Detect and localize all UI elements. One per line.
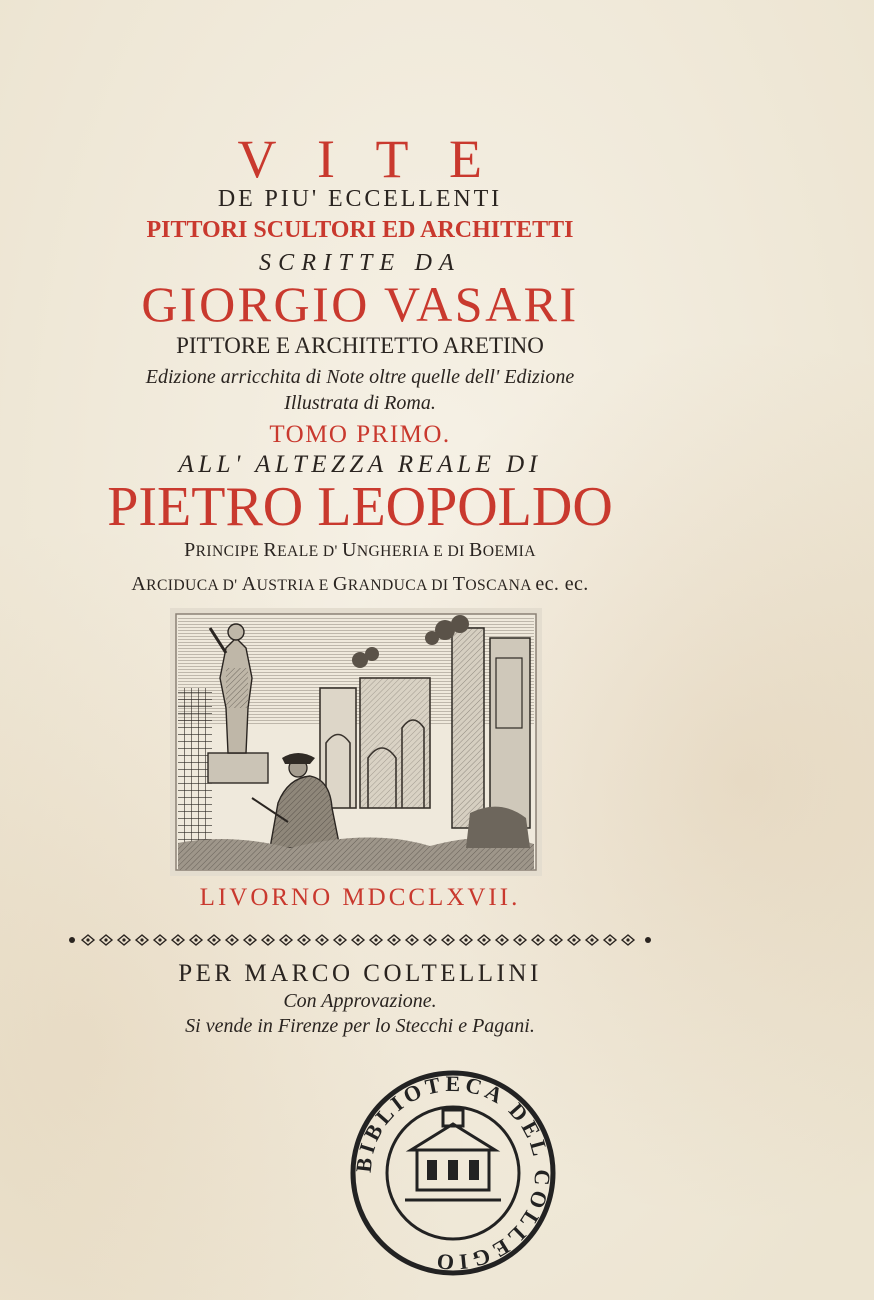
dedicatee-title-line-1: PRINCIPE REALE D' UNGHERIA E DI BOEMIA (184, 539, 536, 561)
author-name: GIORGIO VASARI (141, 276, 579, 332)
printer-line: PER MARCO COLTELLINI (178, 960, 542, 987)
dedicatee-name: PIETRO LEOPOLDO (107, 476, 613, 538)
edition-note-line-1: Edizione arricchita di Note oltre quelle dell' Edizione (145, 366, 575, 388)
imprint-line: LIVORNO MDCCLXVII. (199, 884, 521, 911)
subtitle-line-2: PITTORI SCULTORI ED ARCHITETTI (146, 217, 574, 243)
subtitle-line-3: SCRITTE DA (258, 250, 461, 276)
ruins-engraving-image (170, 608, 542, 876)
volume-label: TOMO PRIMO. (269, 421, 451, 448)
subtitle-line-1: DE PIU' ECCELLENTI (217, 186, 503, 212)
sales-line: Si vende in Firenze per lo Stecchi e Pagani. (185, 1015, 535, 1037)
ornament-rule (68, 932, 652, 948)
library-stamp (345, 1068, 561, 1278)
author-role: PITTORE E ARCHITETTO ARETINO (176, 333, 544, 358)
svg-text:BIBLIOTECA DEL COLLEGIO: BIBLIOTECA DEL COLLEGIO (350, 1070, 556, 1276)
dedication-line: ALL' ALTEZZA REALE DI (178, 451, 542, 478)
approval-line: Con Approvazione. (283, 990, 437, 1012)
book-title: VITE (237, 129, 523, 189)
dedicatee-title-line-2: ARCIDUCA D' AUSTRIA E GRANDUCA DI TOSCANA ec. ec. (131, 573, 589, 595)
edition-note-line-2: Illustrata di Roma. (284, 392, 436, 414)
